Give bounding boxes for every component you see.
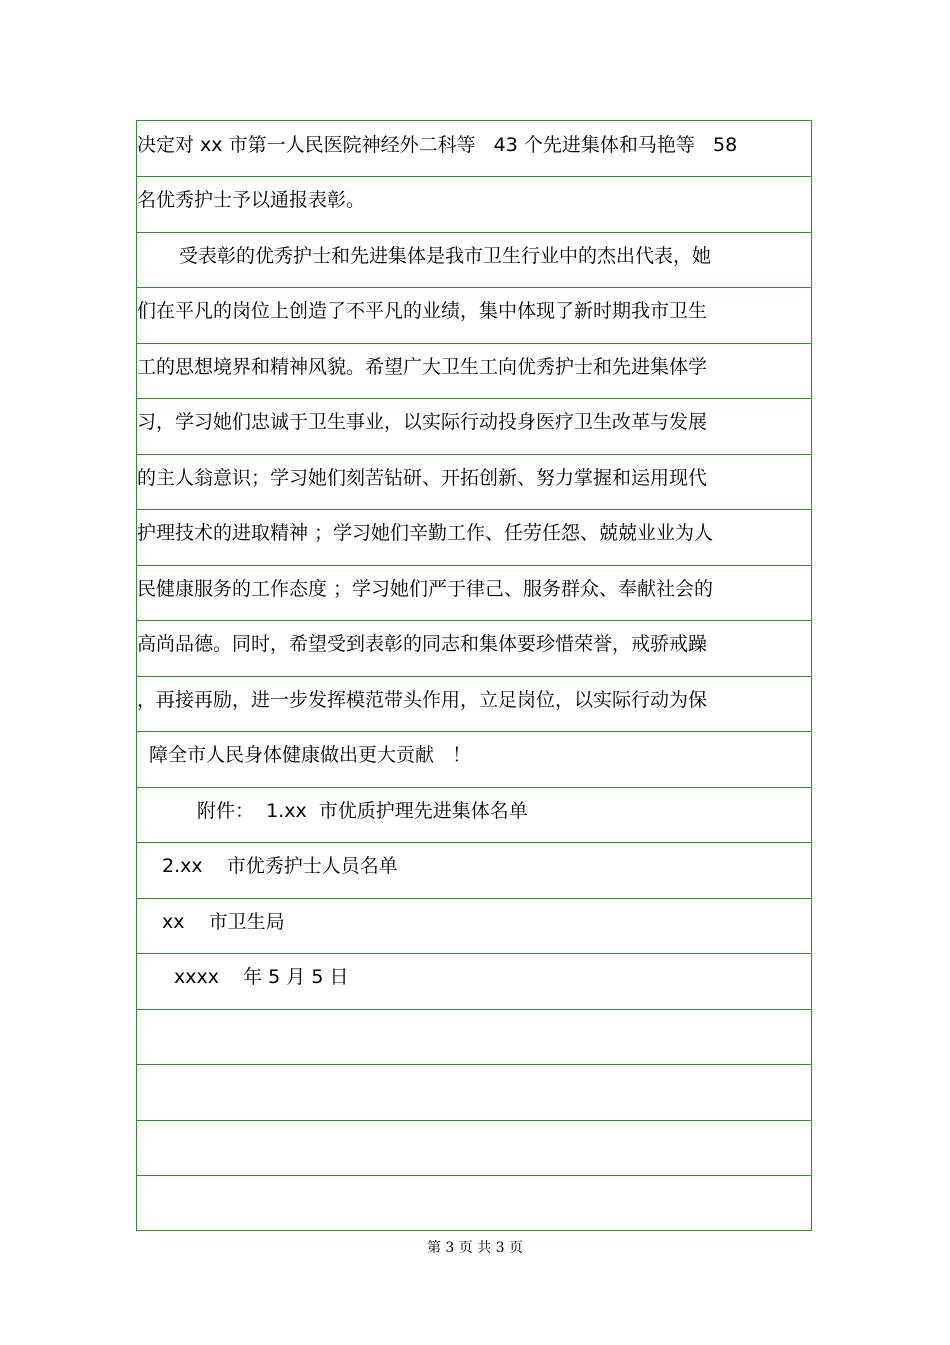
- attachment-item-2: 2.xx 市优秀护士人员名单: [162, 855, 398, 877]
- body-line-10: 高尚品德。同时，希望受到表彰的同志和集体要珍惜荣誉，戒骄戒躁: [137, 633, 708, 655]
- rule-line: [137, 509, 811, 510]
- body-line-12: 障全市人民身体健康做出更大贡献 ！: [149, 744, 472, 766]
- signature-bureau: xx 市卫生局: [162, 911, 285, 933]
- signature-date: xxxx 年 5 月 5 日: [174, 966, 349, 988]
- rule-line: [137, 953, 811, 954]
- rule-line: [137, 898, 811, 899]
- rule-line: [137, 787, 811, 788]
- rule-line: [137, 1120, 811, 1121]
- rule-line: [137, 1009, 811, 1010]
- body-line-7: 的主人翁意识；学习她们刻苦钻研、开拓创新、努力掌握和运用现代: [137, 467, 708, 489]
- body-line-6: 习，学习她们忠诚于卫生事业，以实际行动投身医疗卫生改革与发展: [137, 411, 708, 433]
- rule-line: [137, 287, 811, 288]
- rule-line: [137, 676, 811, 677]
- page-number-footer: 第 3 页 共 3 页: [426, 1240, 524, 1256]
- rule-line: [137, 343, 811, 344]
- body-line-8: 护理技术的进取精神 ；学习她们辛勤工作、任劳任怨、兢兢业业为人: [137, 522, 714, 544]
- rule-line: [137, 620, 811, 621]
- attachment-line: 附件： 1.xx 市优质护理先进集体名单: [197, 800, 528, 822]
- rule-line: [137, 731, 811, 732]
- body-line-2: 名优秀护士予以通报表彰。: [137, 189, 366, 211]
- body-line-5: 工的思想境界和精神风貌。希望广大卫生工向优秀护士和先进集体学: [137, 356, 708, 378]
- body-line-3: 受表彰的优秀护士和先进集体是我市卫生行业中的杰出代表，她: [179, 245, 712, 267]
- document-frame: [136, 120, 812, 1231]
- rule-line: [137, 565, 811, 566]
- body-line-1: 决定对 xx 市第一人民医院神经外二科等 43 个先进集体和马艳等 58: [137, 134, 738, 156]
- rule-line: [137, 454, 811, 455]
- rule-line: [137, 176, 811, 177]
- body-line-4: 们在平凡的岗位上创造了不平凡的业绩，集中体现了新时期我市卫生: [137, 300, 708, 322]
- rule-line: [137, 842, 811, 843]
- body-line-11: ，再接再励，进一步发挥模范带头作用，立足岗位，以实际行动为保: [137, 689, 708, 711]
- rule-line: [137, 1175, 811, 1176]
- body-line-9: 民健康服务的工作态度 ；学习她们严于律己、服务群众、奉献社会的: [137, 578, 714, 600]
- rule-line: [137, 398, 811, 399]
- rule-line: [137, 232, 811, 233]
- rule-line: [137, 1064, 811, 1065]
